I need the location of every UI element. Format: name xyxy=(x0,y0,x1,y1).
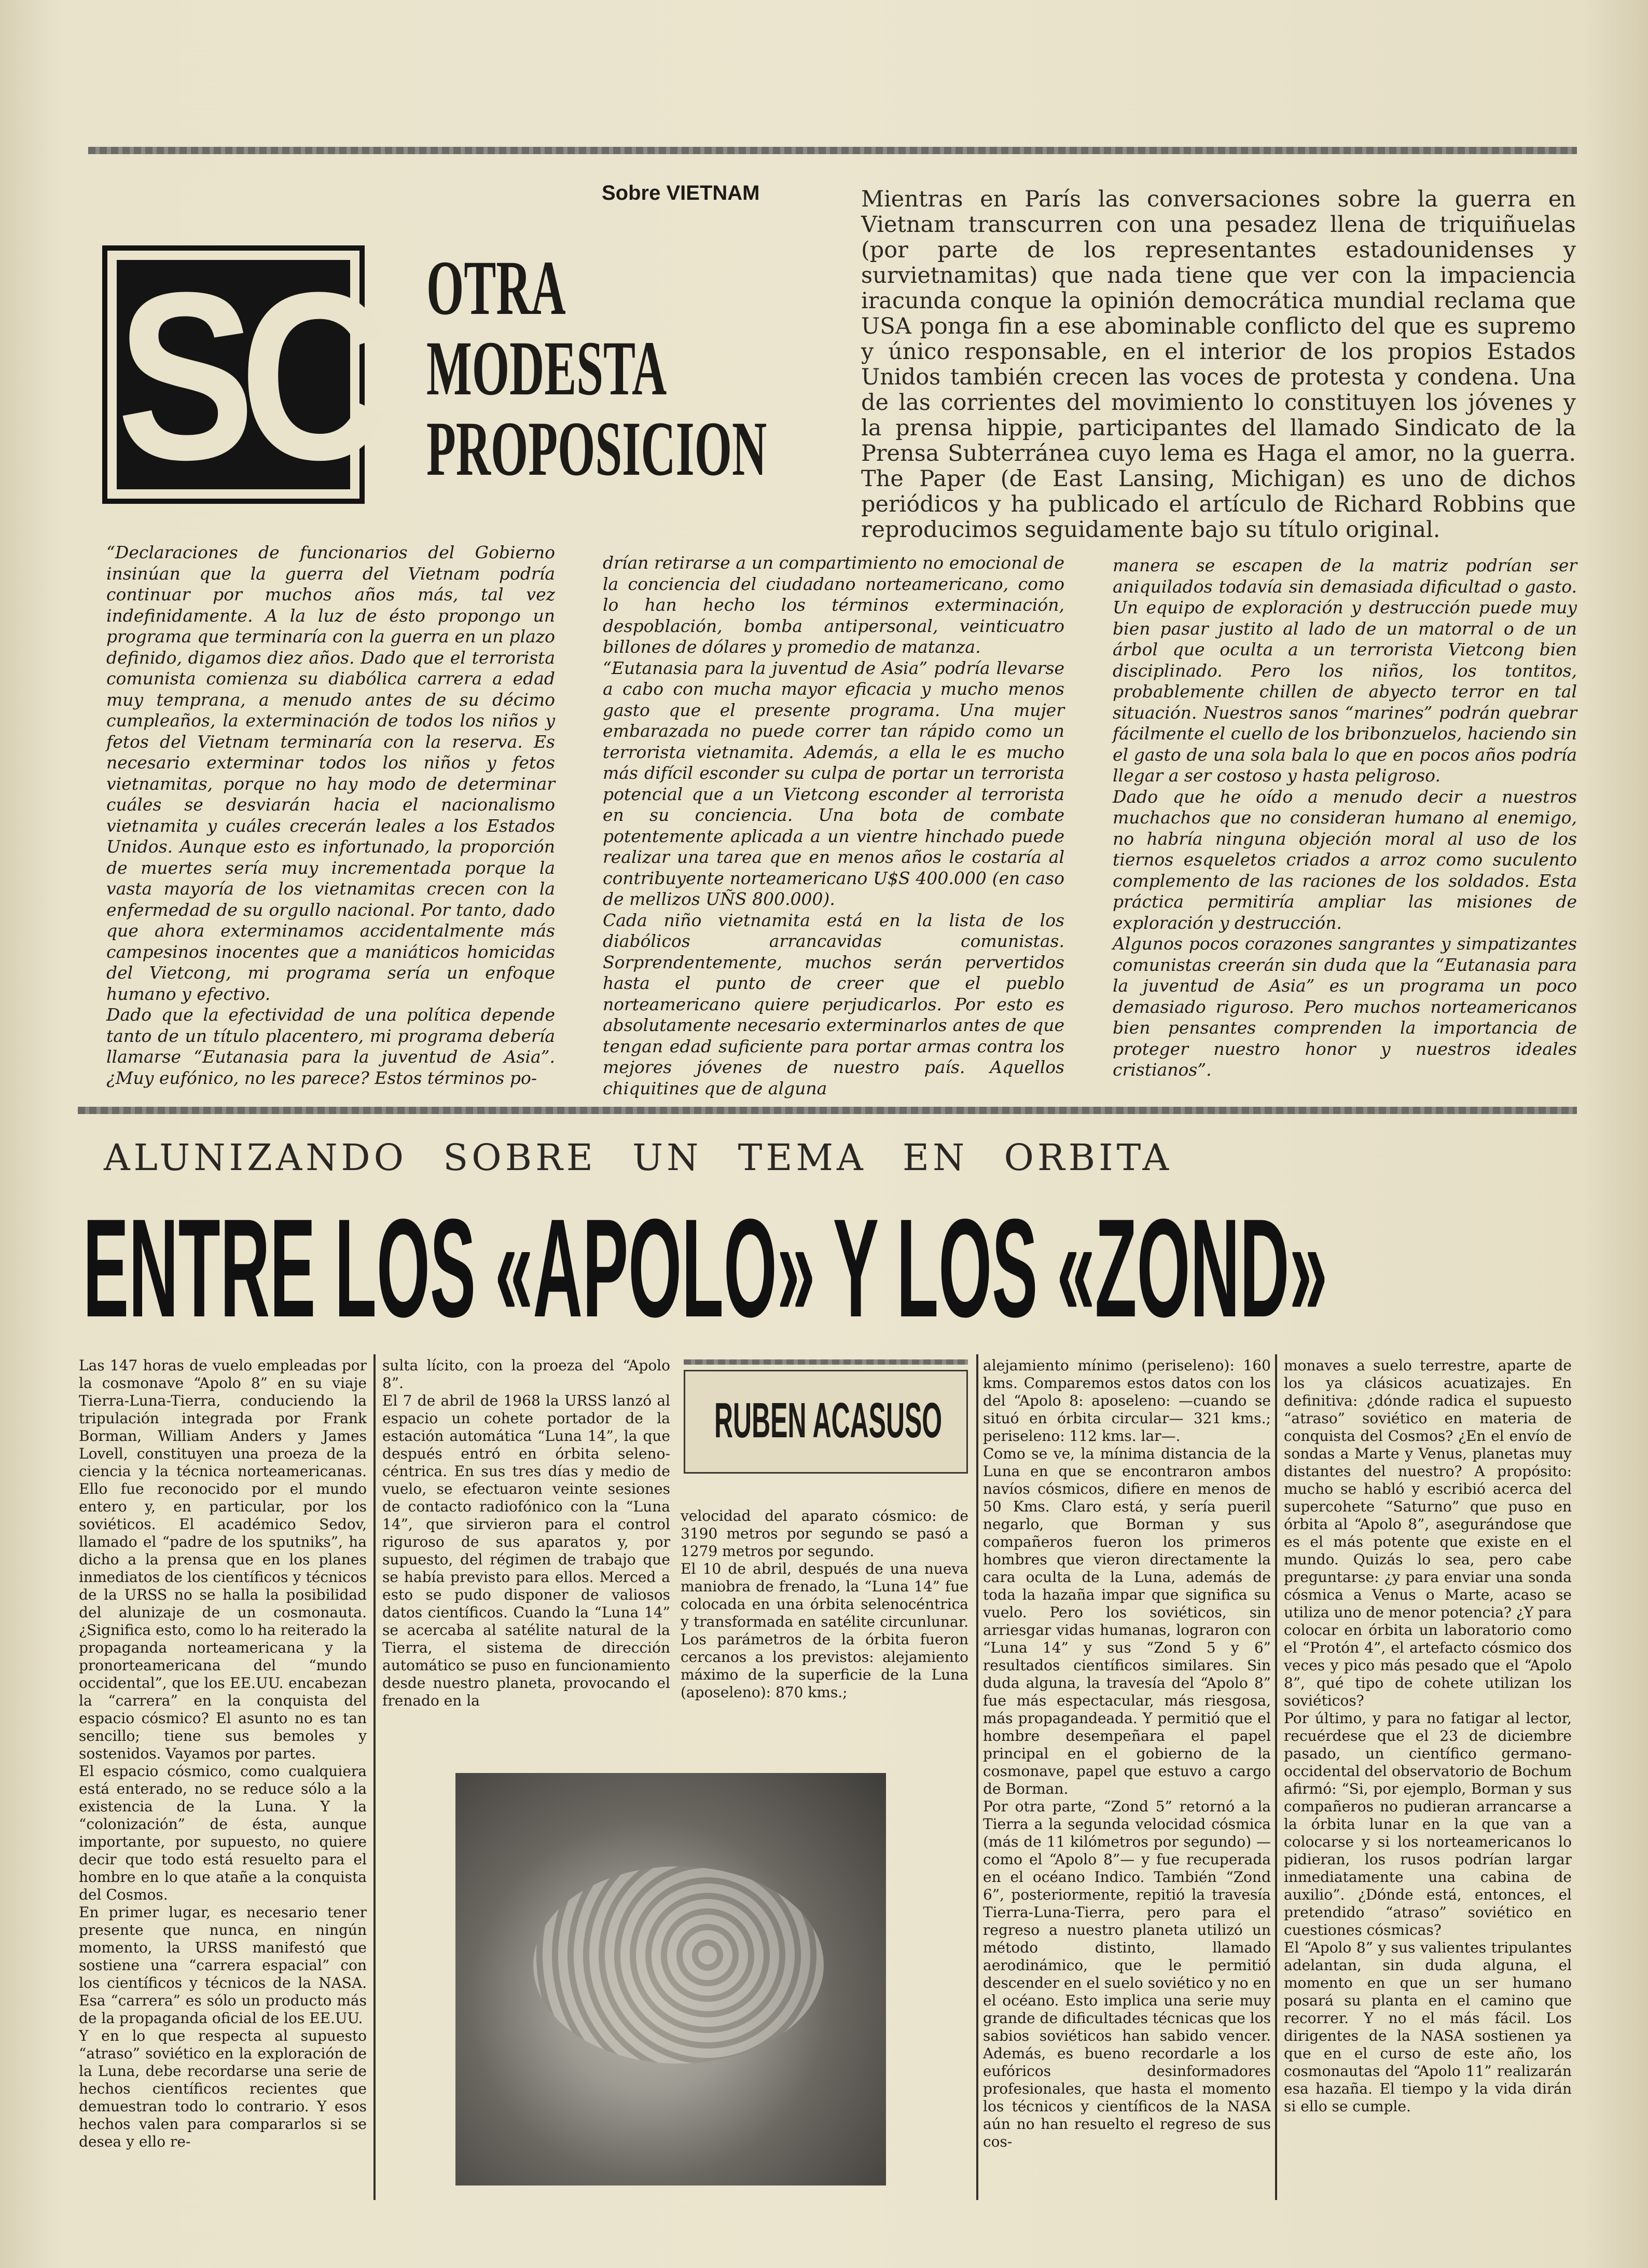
lead-paragraph: Mientras en París las conversaciones sobre la guerra en Vietnam transcurren con una pesadez llena de triquiñuelas (por parte de los representantes estadounidenses y survietnamitas) que nada tiene que ver con la impaciencia iracunda conque la opinión democrática mundial reclama que USA ponga fin a ese abominable conflicto del que es supremo y único responsable, en el interior de los propios Estados Unidos también crecen las voces de protesta y condena. Una de las corrientes del movimiento lo constituyen los jóvenes y la prensa hippie, participantes del llamado Sindicato de la Prensa Subterránea cuyo lema es Haga el amor, no la guerra. The Paper (de East Lansing, Michigan) es uno de dichos periódicos y ha publicado el artículo de Richard Robbins que reproducimos seguidamente bajo su título original. xyxy=(861,186,1576,543)
column-divider xyxy=(373,1354,376,2200)
top-column-2: drían retirarse a un compartimiento no emocional de la conciencia del ciudadano norteamericano, como lo han hecho los términos exterminación, despoblación, bomba antipersonal, veinticuatro billones de dólares y promedio de matanza. “Eutanasia para la juventud de Asia” podría llevarse a cabo con mucha mayor eficacia y mucho menos gasto que el presente programa. Una mujer embarazada no puede correr tan rápido como un terrorista vietnamita. Además, a ella le es mucho más difícil esconder su culpa de portar un terrorista potencial que a un Vietcong esconder al terrorista en su conciencia. Una bota de combate potentemente aplicada a un vientre hinchado puede realizar una tarea que en menos años le costaría al contribuyente norteamericano U$S 400.000 (en caso de mellizos UÑS 800.000). Cada niño vietnamita está en la lista de los diabólicos arrancavidas comunistas. Sorprendentemente, muchos serán pervertidos hasta el punto de creer que el pueblo norteamericano quiere perjudicarlos. Por esto es absolutamente necesario exterminarlos antes de que tengan edad suficiente para portar armas contra los mejores jóvenes de nuestro país. Aquellos chiquitines que de alguna xyxy=(603,553,1064,1098)
byline-box xyxy=(684,1370,968,1474)
overline: ALUNIZANDO SOBRE UN TEMA EN ORBITA xyxy=(104,1136,1173,1179)
column-divider xyxy=(1275,1354,1277,2200)
headline-line-3: PROPOSICION xyxy=(426,406,767,492)
headline-top xyxy=(426,245,821,492)
sc-logo xyxy=(102,242,374,510)
bottom-column-1: Las 147 horas de vuelo empleadas por la cosmonave “Apolo 8” en su viaje Tierra-Luna-Tierra, conduciendo la tripulación integrada por Frank Borman, William Anders y James Lovell, constituyen una proeza de la ciencia y la técnica norteamericanas. Ello fue reconocido por el mundo entero y, en particular, por los soviéticos. El académico Sedov, llamado el “padre de los sputniks”, ha dicho a la prensa que en los planes inmediatos de los científicos y técnicos de la URSS no se halla la posibilidad del alunizaje de un cosmonauta. ¿Significa esto, como lo ha reiterado la propaganda norteamericana y la pronorteamericana del “mundo occidental”, que los EE.UU. encabezan la “carrera” en la conquista del espacio cósmico? El asunto no es tan sencillo; tiene sus bemoles y sostenidos. Vayamos por partes. El espacio cósmico, como cualquiera está enterado, no se reduce sólo a la existencia de la Luna. Y la “colonización” de ésta, aunque importante, por supuesto, no quiere decir que todo está resuelto para el hombre en lo que atañe a la conquista del Cosmos. En primer lugar, es necesario tener presente que nunca, en ningún momento, la URSS manifestó que sostiene una “carrera espacial” con los científicos y técnicos de la NASA. Esa “carrera” es sólo un producto más de la propaganda oficial de los EE.UU. Y en lo que respecta al supuesto “atraso” soviético en la exploración de la Luna, debe recordarse una serie de hechos científicos recientes que demuestran todo lo contrario. Y esos hechos valen para compararlos si se desea y ello re- xyxy=(79,1357,367,2150)
kicker: Sobre VIETNAM xyxy=(602,182,760,204)
byline: RUBEN ACASUSO xyxy=(714,1393,943,1448)
sc-logo-text: SC xyxy=(117,242,374,510)
headline-line-1: OTRA xyxy=(426,245,566,331)
bottom-column-4: alejamiento mínimo (periseleno): 160 kms. Comparemos estos datos con los del “Apolo 8: aposeleno: —cuando se situó en órbita circular— 321 kms.; periseleno: 112 kms. lar—. Como se ve, la mínima distancia de la Luna en que se encontraron ambos navíos cósmicos, difiere en menos de 50 Kms. Claro está, y sería pueril negarlo, que Borman y sus compañeros fueron los primeros hombres que vieron directamente la cara oculta de la Luna, además de toda la hazaña impar que significa su vuelo. Pero los soviéticos, sin arriesgar vidas humanas, lograron con “Luna 14” y sus “Zond 5 y 6” resultados científicos similares. Sin duda alguna, la travesía del “Apolo 8” fue más espectacular, más riesgosa, más propagandeada. Y permitió que el hombre desempeñara el papel principal en el gobierno de la cosmonave, papel que estuvo a cargo de Borman. Por otra parte, “Zond 5” retornó a la Tierra a la segunda velocidad cósmica (más de 11 kilómetros por segundo) —como el “Apolo 8”— y fue recuperada en el océano Indico. También “Zond 6”, posteriormente, repitió la travesía Tierra-Luna-Tierra, pero para el regreso a nuestro planeta utilizó un método distinto, llamado aerodinámico, que le permitió descender en el suelo soviético y no en el océano. Esto implica una serie muy grande de dificultades técnicas que los sabios soviéticos han sabido vencer. Además, es bueno recordarle a los eufóricos desinformadores profesionales, que hasta el momento los técnicos y científicos de la NASA aún no han resuelto el regreso de sus cos- xyxy=(983,1357,1271,2150)
headline-bottom: ENTRE LOS «APOLO» Y LOS «ZOND» xyxy=(83,1190,1328,1346)
apollo-photo xyxy=(455,1773,886,2185)
bottom-column-2: sulta lícito, con la proeza del “Apolo 8”. El 7 de abril de 1968 la URSS lanzó al espacio un cohete portador de la estación automática “Luna 14”, la que después entró en órbita seleno-céntrica. En sus tres días y medio de vuelo, se efectuaron veinte sesiones de contacto radiofónico con la “Luna 14”, que sirvieron para el control riguroso de sus aparatos y, por supuesto, del régimen de trabajo que se había previsto para ellos. Merced a esto se pudo disponer de valiosos datos científicos. Cuando la “Luna 14” se acercaba al satélite natural de la Tierra, el sistema de dirección automático se puso en funcionamiento desde nuestro planeta, provocando el frenado en la xyxy=(382,1357,670,1709)
top-column-1: “Declaraciones de funcionarios del Gobierno insinúan que la guerra del Vietnam podría continuar por muchos años más, tal vez indefinidamente. A la luz de ésto propongo un programa que terminaría con la guerra en un plazo definido, digamos diez años. Dado que el terrorista comunista comienza su diabólica carrera a edad muy temprana, a menudo antes de su décimo cumpleaños, la exterminación de todos los niños y fetos del Vietnam terminaría con la reserva. Es necesario exterminar todos los niños y fetos vietnamitas, porque no hay modo de determinar cuáles se desviarán hacia el nacionalismo vietnamita y cuáles crecerán leales a los Estados Unidos. Aunque esto es infortunado, la proporción de muertes sería muy incrementada porque la vasta mayoría de los vietnamitas crecen con la enfermedad de su orgullo nacional. Por tanto, dado que ahora exterminamos accidentalmente más campesinos inocentes que a maniáticos homicidas del Vietcong, mi programa sería un enfoque humano y efectivo. Dado que la efectividad de una política depende tanto de un título placentero, mi programa debería llamarse “Eutanasia para la juventud de Asia”. ¿Muy eufónico, no les parece? Estos términos po- xyxy=(106,542,555,1088)
top-rule xyxy=(88,147,1577,154)
middle-rule xyxy=(78,1107,1577,1114)
headline-line-2: MODESTA xyxy=(426,325,667,411)
byline-rule xyxy=(684,1359,968,1365)
column-divider xyxy=(976,1354,978,2200)
top-column-3: manera se escapen de la matriz podrían ser aniquilados todavía sin demasiada dificultad o gasto. Un equipo de exploración y destrucción puede muy bien pasar justito al lado de un matorral o de un árbol que oculta a un terrorista Vietcong bien disciplinado. Pero los niños, los tontitos, probablemente chillen de abyecto terror en tal situación. Nuestros sanos “marines” podrán quebrar fácilmente el cuello de los bribonzuelos, haciendo sin el gasto de una sola bala lo que en pocos años podría llegar a ser costoso y hasta peligroso. Dado que he oído a menudo decir a nuestros muchachos que no consideran humano al enemigo, no habría ninguna objeción moral al uso de los tiernos esqueletos criados a arroz como suculento complemento de las raciones de los soldados. Esta práctica permitiría ampliar las misiones de exploración y destrucción. Algunos pocos corazones sangrantes y simpatizantes comunistas creerán sin duda que la “Eutanasia para la juventud de Asia” es un programa un poco demasiado riguroso. Pero muchos norteamericanos bien pensantes comprenden la importancia de proteger nuestro honor y nuestros ideales cristianos”. xyxy=(1113,555,1577,1080)
bottom-column-5: monaves a suelo terrestre, aparte de los ya clásicos acuatizajes. En definitiva: ¿dónde radica el supuesto “atraso” soviético en materia de conquista del Cosmos? ¿En el envío de sondas a Marte y Venus, planetas muy distantes del nuestro? A propósito: mucho se habló y escribió acerca del supercohete “Saturno” que puso en órbita al “Apolo 8”, asegurándose que es el más potente que existe en el mundo. Quizás lo sea, pero cabe preguntarse: ¿y para enviar una sonda cósmica a Venus o Marte, acaso se utiliza uno de menor potencia? ¿Y para colocar en órbita un laboratorio como el “Protón 4”, el artefacto cósmico dos veces y pico más pesado que el “Apolo 8”, qué tipo de cohete utilizan los soviéticos? Por último, y para no fatigar al lector, recuérdese que el 23 de diciembre pasado, un científico germano-occidental del observatorio de Bochum afirmó: “Si, por ejemplo, Borman y sus compañeros no pudieran arrancarse a la órbita lunar en la que van a colocarse y si los norteamericanos lo pidieran, los rusos podrían largar inmediatamente una cabina de auxilio”. ¿Dónde está, entonces, el pretendido “atraso” soviético en cuestiones cósmicas? El “Apolo 8” y sus valientes tripulantes adelantan, sin duda alguna, el momento en que un ser humano posará su planta en el camino que recorrer. Y no el más fácil. Los dirigentes de la NASA sostienen ya que en el curso de este año, los cosmonautas del “Apolo 11” realizarán esa hazaña. El tiempo y la vida dirán si ello se cumple. xyxy=(1284,1357,1572,2115)
bottom-column-3: velocidad del aparato cósmico: de 3190 metros por segundo se pasó a 1279 metros por segundo. El 10 de abril, después de una nueva maniobra de frenado, la “Luna 14” fue colocada en una órbita selenocéntrica y transformada en satélite circunlunar. Los parámetros de la órbita fueron cercanos a los previstos: alejamiento máximo de la superficie de la Luna (aposeleno): 870 kms.; xyxy=(681,1507,968,1701)
